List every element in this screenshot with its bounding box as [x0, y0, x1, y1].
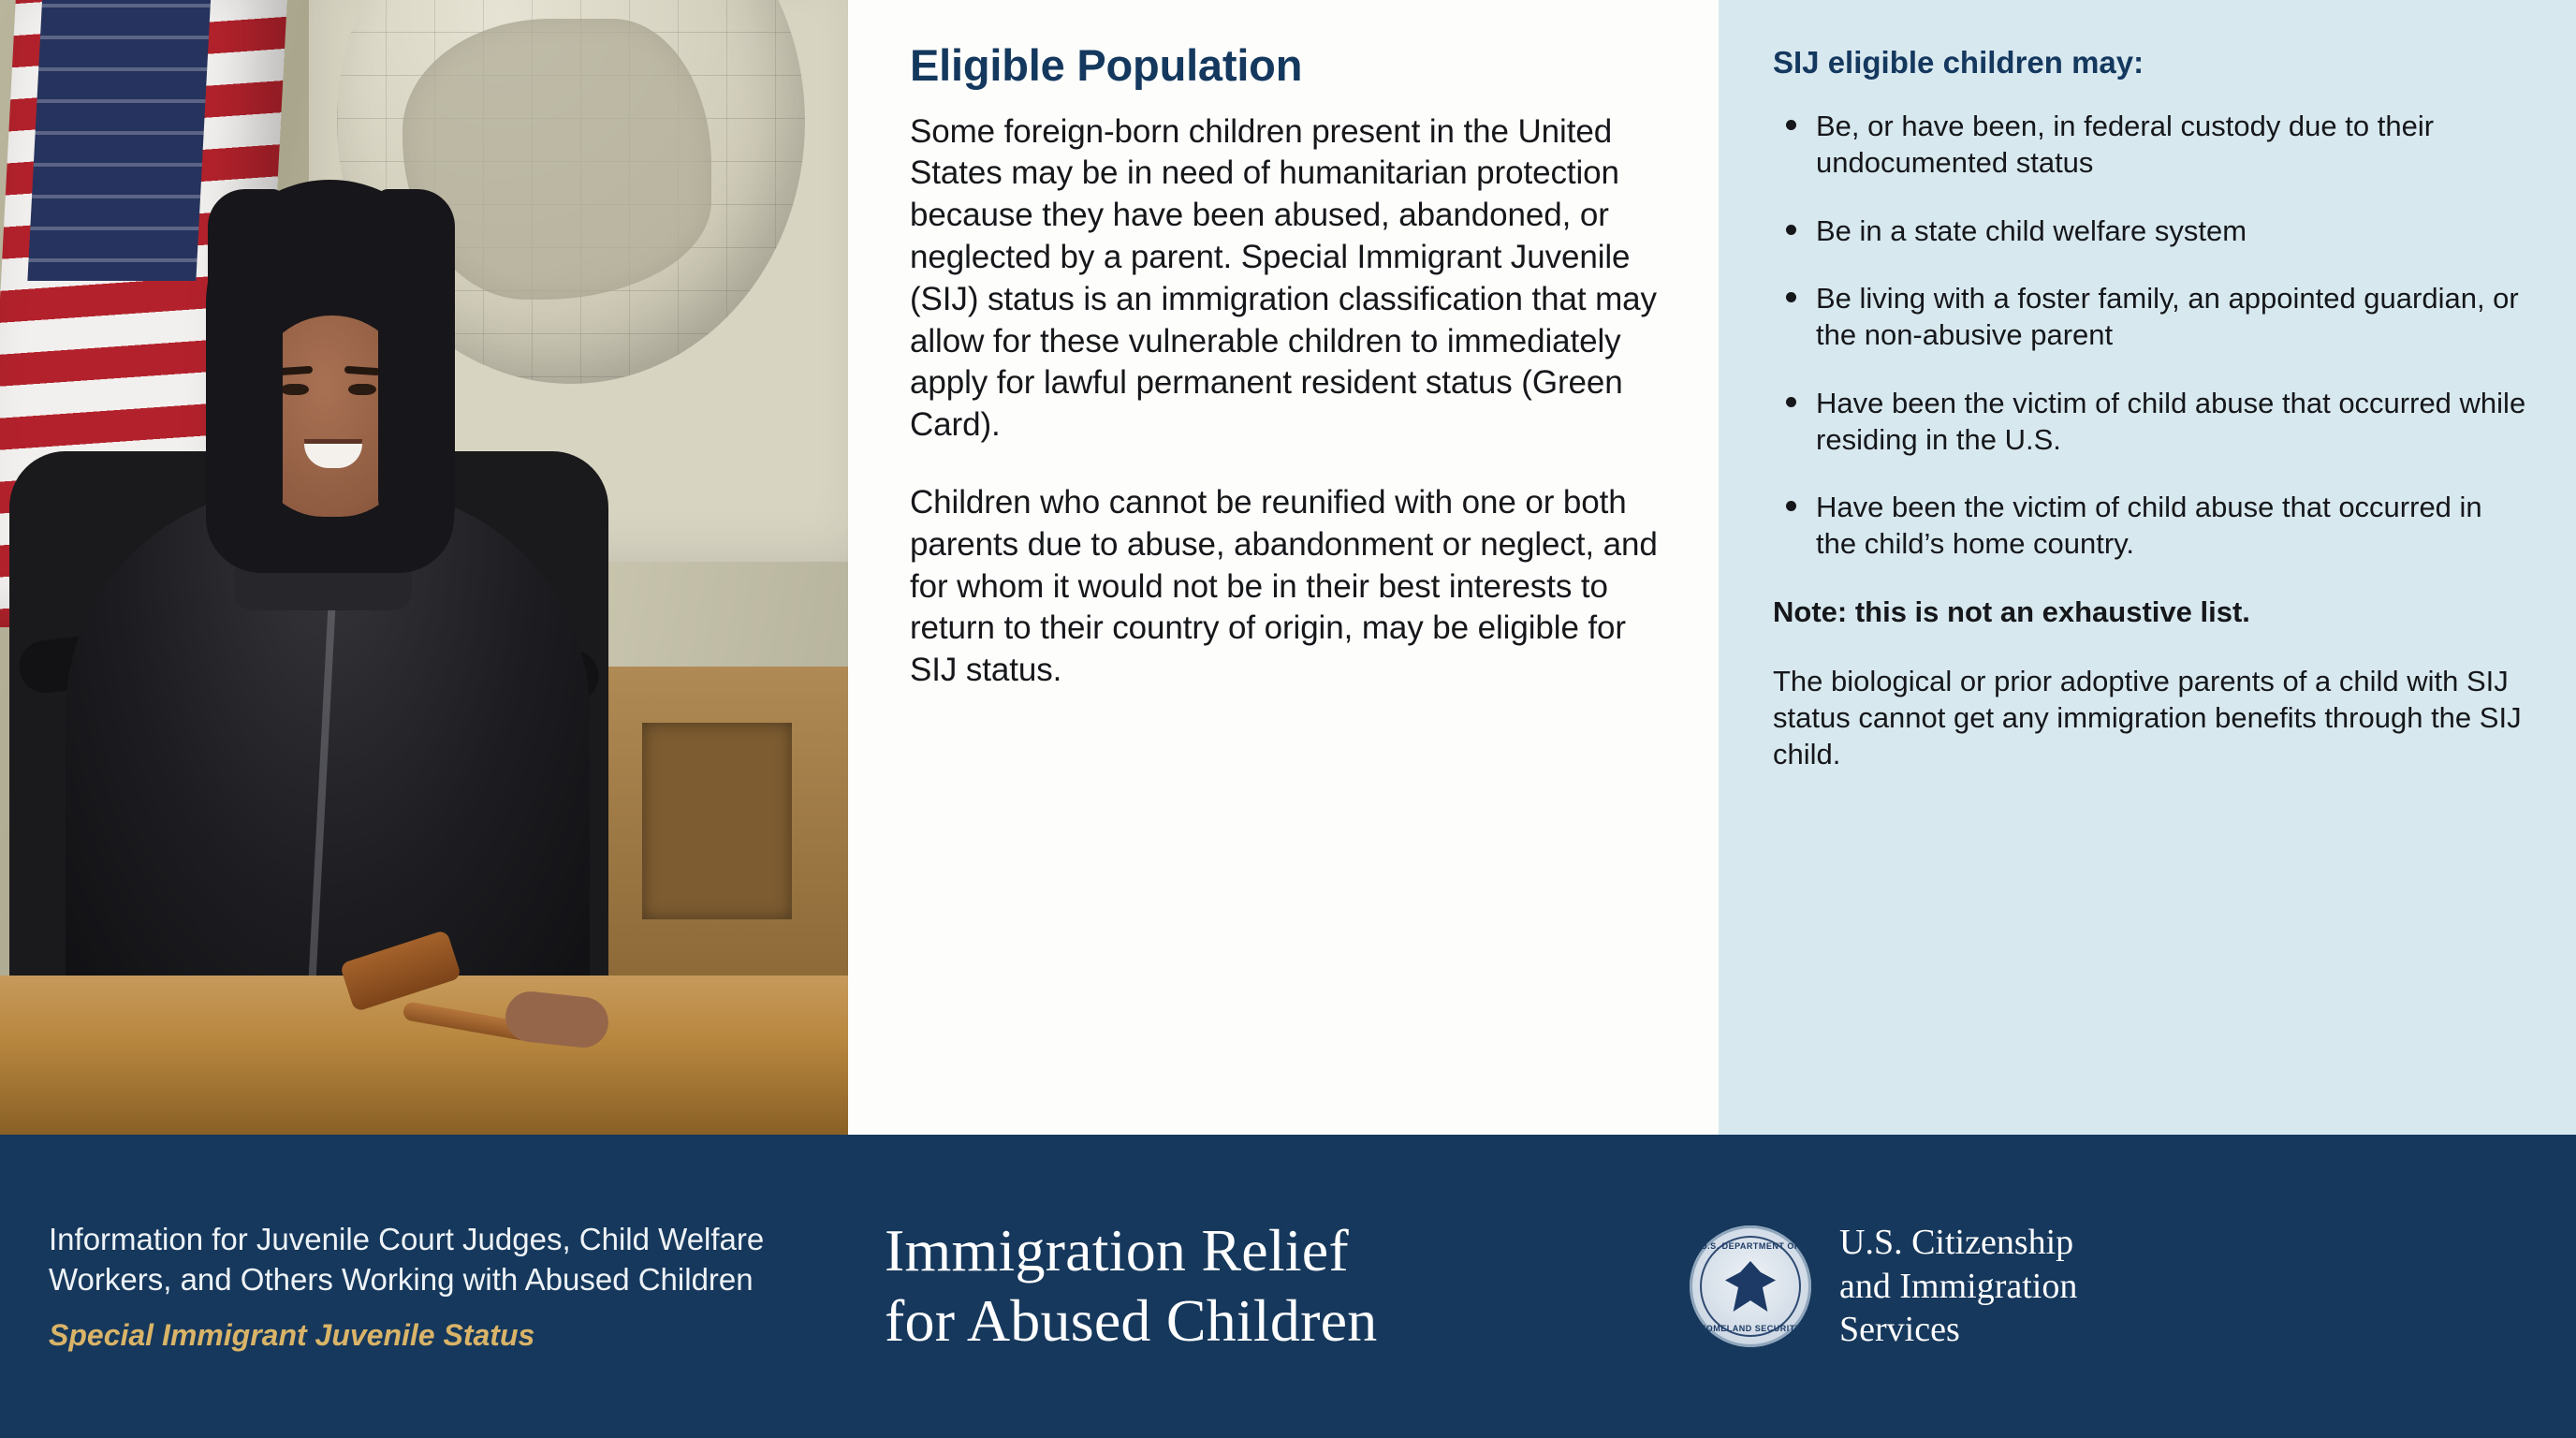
agency-name [1839, 1221, 2077, 1351]
list-item [1778, 281, 2527, 354]
list-item-text: Have been the victim of child abuse that occurred while residing in the U.S. [1816, 386, 2526, 456]
courtroom-bench [0, 976, 848, 1135]
bullet-icon [1786, 120, 1796, 130]
eligibility-list [1778, 109, 2527, 563]
exhaustive-list-note: Note: this is not an exhaustive list. [1773, 594, 2250, 628]
audience-text: Information for Juvenile Court Judges, Child Welfare Workers, and Others Working with Abused Children [49, 1221, 765, 1297]
wood-cabinet-panel [642, 723, 792, 919]
list-item [1778, 213, 2527, 250]
list-item-text: Have been the victim of child abuse that occurred in the child’s home country. [1816, 491, 2482, 560]
agency-line-2: and Immigration [1839, 1266, 2078, 1306]
list-item [1778, 490, 2527, 563]
sij-eligibility-panel [1719, 0, 2576, 1135]
judge-portrait-photo [0, 0, 848, 1135]
eligible-population-panel [848, 0, 1719, 1135]
banner-audience-block [0, 1220, 875, 1354]
list-item-text: Be, or have been, in federal custody due to their undocumented status [1816, 110, 2435, 179]
eligibility-heading: SIJ eligible children may: [1773, 45, 2144, 80]
agency-line-3: Services [1839, 1310, 1960, 1350]
seal-arc-bottom-text: HOMELAND SECURITY [1699, 1323, 1802, 1333]
list-item-text: Be in a state child welfare system [1816, 213, 2247, 247]
hair-strand-left [208, 189, 283, 536]
banner-subtitle: Special Immigrant Juvenile Status [49, 1318, 535, 1353]
banner-title-block [875, 1216, 1680, 1357]
flag-canton [27, 0, 212, 281]
eye-left [281, 384, 309, 395]
seal-arc-top-text: U.S. DEPARTMENT OF [1701, 1240, 1800, 1251]
hair-strand-right [378, 189, 455, 536]
agency-line-1: U.S. Citizenship [1839, 1223, 2074, 1263]
bullet-icon [1786, 225, 1796, 235]
paragraph-2: Children who cannot be reunified with one or both parents due to abuse, abandonment or neglect, and for whom it would not be in their best interests to return to their country of origin, may be eligible for SIJ status. [910, 484, 1658, 689]
bullet-icon [1786, 292, 1796, 302]
bottom-banner [0, 1135, 2576, 1438]
paragraph-1: Some foreign-born children present in the United States may be in need of humanitarian protection because they have been abused, abandoned, or neglected by a parent. Special Immigrant Juvenile (SIJ) status is an immigration classification that may allow for these vulnerable children to immediately apply for lawful permanent resident status (Green Card). [910, 112, 1657, 444]
bullet-icon [1786, 501, 1796, 511]
dhs-seal-icon [1690, 1225, 1811, 1347]
list-item [1778, 386, 2527, 459]
list-item [1778, 109, 2527, 182]
banner-title-line-2: for Abused Children [885, 1287, 1378, 1354]
list-item-text: Be living with a foster family, an appointed guardian, or the non-abusive parent [1816, 282, 2519, 351]
panel-heading: Eligible Population [910, 40, 1303, 90]
eye-right [348, 384, 376, 395]
bullet-icon [1786, 397, 1796, 407]
banner-title-line-1: Immigration Relief [885, 1217, 1349, 1284]
agency-branding [1680, 1221, 2576, 1351]
closing-paragraph: The biological or prior adoptive parents of a child with SIJ status cannot get any immigration benefits through the SIJ child. [1773, 664, 2522, 771]
